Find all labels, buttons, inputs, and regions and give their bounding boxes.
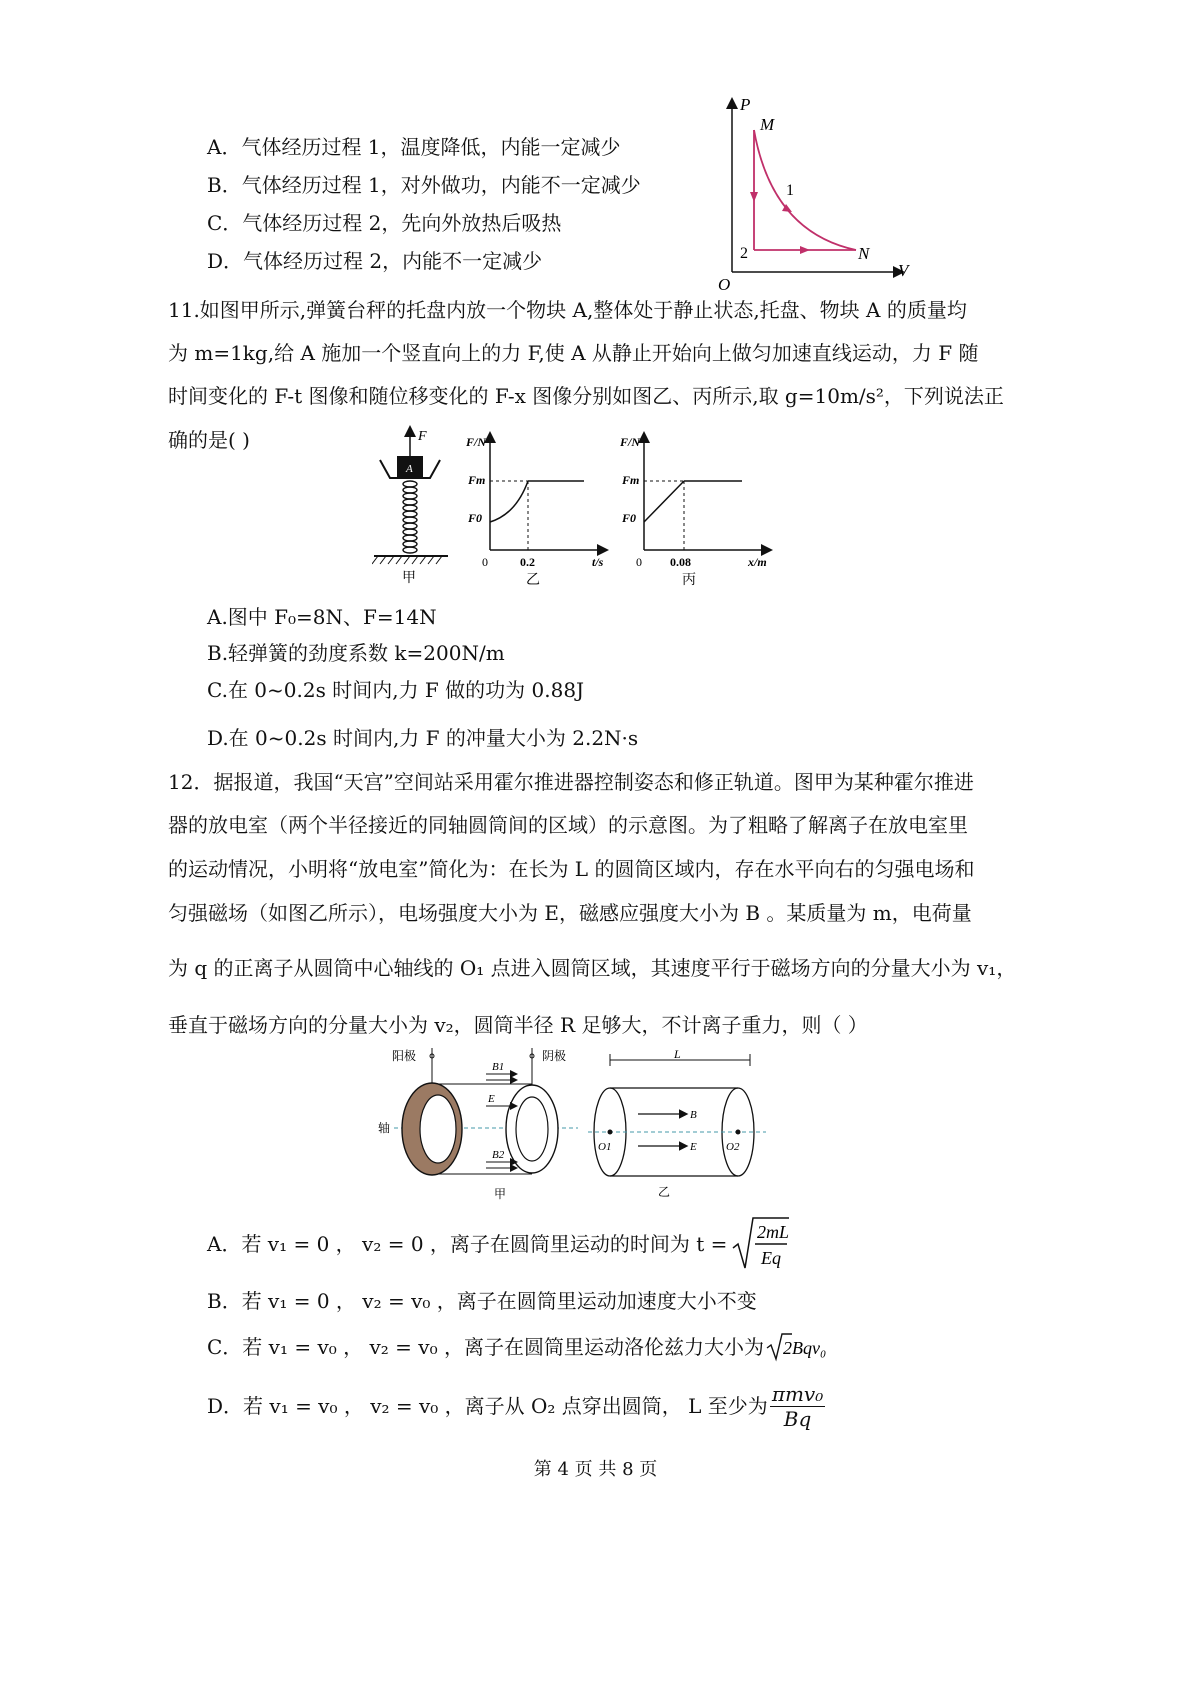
q11-stem-line4: 确的是( ) xyxy=(168,428,250,452)
fx-line xyxy=(644,481,684,522)
fm-label: Fm xyxy=(622,473,640,487)
q11-option-b: B.轻弹簧的劲度系数 k=200N/m xyxy=(207,641,505,665)
q12-option-d xyxy=(207,1378,825,1434)
spring xyxy=(403,481,417,553)
q12-option-d-text: D．若 v₁ = v₀ ， v₂ = v₀ ，离子从 O₂ 点穿出圆筒， L 至少为 xyxy=(207,1394,768,1418)
xlabel: t/s xyxy=(592,555,604,569)
page-footer: 第 4 页 共 8 页 xyxy=(533,1459,658,1480)
q10-option-a: A．气体经历过程 1，温度降低，内能一定减少 xyxy=(207,135,621,159)
origin: 0 xyxy=(636,555,642,569)
q11-option-d: D.在 0~0.2s 时间内,力 F 的冲量大小为 2.2N·s xyxy=(207,726,639,750)
caption-yi: 乙 xyxy=(526,573,540,588)
o1-label: O1 xyxy=(598,1141,612,1153)
sqrt-expr xyxy=(766,1332,846,1362)
q11-stem-line2: 为 m=1kg,给 A 施加一个竖直向上的力 F,使 A 从静止开始向上做匀加速直线运动，力 F 随 xyxy=(168,341,979,365)
l-label: L xyxy=(674,1050,681,1061)
q12-option-a xyxy=(207,1214,791,1274)
q10-pv-graph xyxy=(712,92,922,292)
q11-stem-line1: 11.如图甲所示,弹簧台秤的托盘内放一个物块 A,整体处于静止状态,托盘、物块 A 的质量均 xyxy=(168,298,967,322)
force-label: F xyxy=(418,429,427,444)
ylabel: F/N xyxy=(620,435,641,449)
q12-stem-line3: 的运动情况，小明将“放电室”简化为：在长为 L 的圆筒区域内，存在水平向右的匀强电场和 xyxy=(168,857,975,881)
frac-d-den: Bq xyxy=(783,1406,812,1431)
f0-label: F0 xyxy=(622,511,637,525)
o-label: O xyxy=(718,275,731,292)
q11-fig-yi xyxy=(464,426,614,588)
q12-fig-jia xyxy=(376,1044,586,1204)
v-label: V xyxy=(898,261,909,280)
b1-label: B1 xyxy=(492,1061,505,1073)
q12-option-a-text: A．若 v₁ = 0 ， v₂ = 0 ，离子在圆筒里运动的时间为 t = xyxy=(207,1232,728,1256)
q12-stem-line1: 12．据报道，我国“天宫”空间站采用霍尔推进器控制姿态和修正轨道。图甲为某种霍尔推进 xyxy=(168,770,974,794)
cathode-label: 阴极 xyxy=(542,1049,567,1063)
origin: 0 xyxy=(482,555,488,569)
e-label: E xyxy=(690,1141,697,1153)
frac-d-num: πmv₀ xyxy=(771,1381,824,1406)
q10-option-b: B．气体经历过程 1，对外做功，内能不一定减少 xyxy=(207,173,641,197)
b-label: B xyxy=(690,1109,697,1121)
fm-label: Fm xyxy=(468,473,486,487)
caption-jia: 甲 xyxy=(402,571,416,586)
q12-option-c xyxy=(207,1332,846,1362)
q12-option-c-text: C．若 v₁ = v₀ ， v₂ = v₀ ，离子在圆筒里运动洛伦兹力大小为 xyxy=(207,1335,764,1359)
block-label: A xyxy=(406,463,413,475)
c-expr: 2Bqv₀ xyxy=(782,1338,827,1358)
frac-a-den: Eq xyxy=(761,1248,782,1268)
caption-bing: 丙 xyxy=(682,573,696,588)
cathode-ring xyxy=(506,1085,558,1173)
frac-a-num: 2mL xyxy=(757,1222,790,1242)
q11-fig-bing xyxy=(618,426,778,588)
caption-yi: 乙 xyxy=(658,1185,671,1199)
q12-stem-line6: 垂直于磁场方向的分量大小为 v₂，圆筒半径 R 足够大，不计离子重力，则（ ） xyxy=(168,1013,868,1037)
ft-curve xyxy=(490,481,528,522)
q12-fig-yi xyxy=(588,1050,768,1200)
process-1-curve xyxy=(754,130,856,250)
q11-fig-jia xyxy=(372,424,462,588)
o2-label: O2 xyxy=(726,1141,740,1153)
p-label: P xyxy=(740,95,751,114)
o1-point xyxy=(608,1130,613,1135)
frac-d xyxy=(770,1382,825,1431)
axis-label: 轴 xyxy=(378,1121,391,1135)
path2-label: 2 xyxy=(740,245,748,262)
path1-label: 1 xyxy=(786,182,794,199)
arrow-right xyxy=(800,246,810,254)
caption-jia: 甲 xyxy=(494,1187,507,1201)
f0-label: F0 xyxy=(468,511,483,525)
q11-stem-line3: 时间变化的 F-t 图像和随位移变化的 F-x 图像分别如图乙、丙所示,取 g=10m/s²，下列说法正 xyxy=(168,384,1004,408)
sqrt-sign xyxy=(731,1216,791,1272)
anode-inner xyxy=(420,1095,456,1163)
q11-option-c: C.在 0~0.2s 时间内,力 F 做的功为 0.88J xyxy=(207,678,585,702)
b2-label: B2 xyxy=(492,1149,505,1161)
m-label: M xyxy=(760,115,775,134)
tick-008: 0.08 xyxy=(670,555,691,569)
q12-stem-line2: 器的放电室（两个半径接近的同轴圆筒间的区域）的示意图。为了粗略了解离子在放电室里 xyxy=(168,813,968,837)
arrow-down xyxy=(750,192,758,202)
q12-option-b: B．若 v₁ = 0 ， v₂ = v₀ ，离子在圆筒里运动加速度大小不变 xyxy=(207,1289,757,1313)
o2-point xyxy=(736,1130,741,1135)
anode-label: 阳极 xyxy=(392,1049,417,1063)
ylabel: F/N xyxy=(466,435,487,449)
q10-option-d: D．气体经历过程 2，内能不一定减少 xyxy=(207,249,543,273)
q12-stem-line4: 匀强磁场（如图乙所示），电场强度大小为 E，磁感应强度大小为 B 。某质量为 m，电荷量 xyxy=(168,901,972,925)
e-label: E xyxy=(488,1093,495,1105)
xlabel: x/m xyxy=(748,555,767,569)
q11-option-a: A.图中 F₀=8N、F=14N xyxy=(207,605,437,629)
tick-02: 0.2 xyxy=(520,555,535,569)
ground-hatch xyxy=(372,556,442,564)
q10-option-c: C．气体经历过程 2，先向外放热后吸热 xyxy=(207,211,562,235)
q12-stem-line5: 为 q 的正离子从圆筒中心轴线的 O₁ 点进入圆筒区域，其速度平行于磁场方向的分量大小为 v₁， xyxy=(168,956,1017,980)
n-label: N xyxy=(858,244,870,263)
